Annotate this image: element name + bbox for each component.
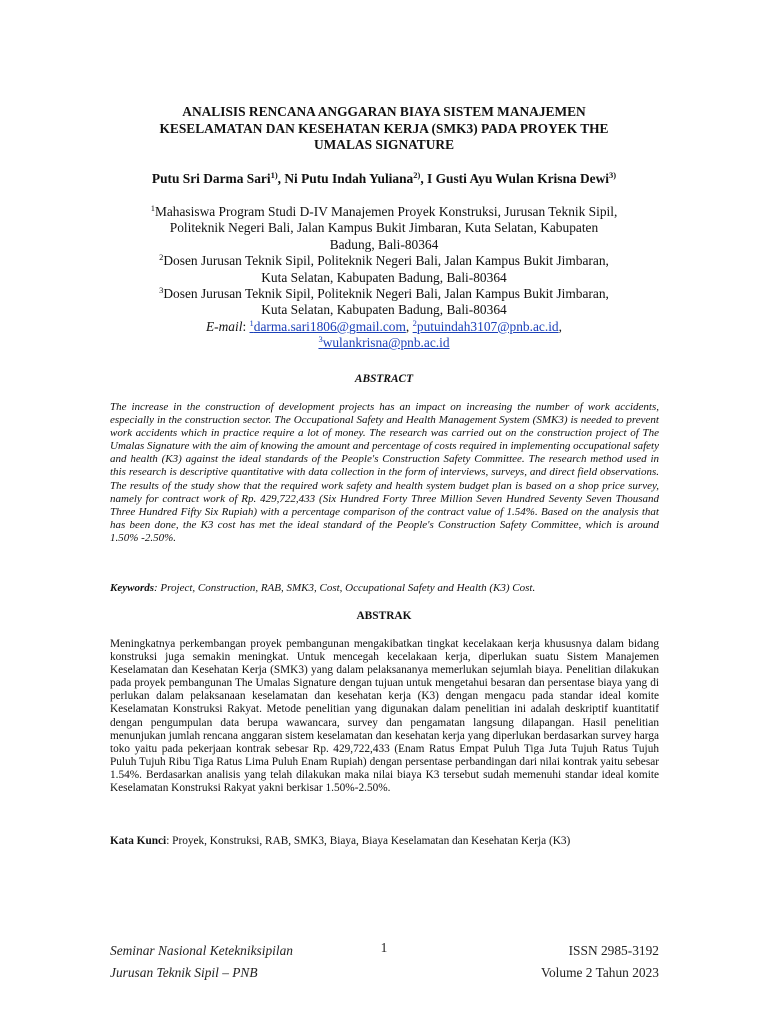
email-label: E-mail [205, 318, 243, 334]
abstrak-body: Meningkatnya perkembangan proyek pembangunan mengakibatkan tingkat kecelakaan kerja khususnya dalam bidang konstruksi juga semakin meningkat. Untuk mencegah kecelakaan kerja, diperlukan suatu Sistem Manajemen Keselamatan dan Kesehatan Kerja (SMK3) yang dalam pelaksananya memerlukan sejumlah biaya. Penelitian dilakukan pada proyek pembangunan The Umalas Signature dengan tujuan untuk mengetahui besaran dan persentase biaya yang di perlukan dalam pelaksanaan keselamatan dan kesehatan kerja (K3) dengan mengacu pada standar ideal komite Keselamatan Konstruksi Rakyat. Metode penelitian yang digunakan dalam penelitian ini adalah deskriptif kuantitatif dengan pengumpulan data berupa wawancara, survey dan pengamatan langsung dilapangan. Hasil penelitian menunjukan jumlah rencana anggaran sistem keselamatan dan kesehatan kerja yang diperlukan berdasarkan survey harga toko yaitu pada pekerjaan kontrak sebesar Rp. 429,722,433 (Enam Ratus Empat Puluh Tiga Juta Tujuh Ratus Tujuh Puluh Tujuh Ribu Tiga Ratus Lima Puluh Enam Rupiah) dengan persentase perbandingan dari nilai kontrak yaitu sebesar 1.54%. Berdasarkan analisis yang telah dilakukan maka nilai biaya K3 tersebut sudah memenuhi standar ideal komite Keselamatan Konstruksi Rakyat yakni berkisar 1.50%-2.50%. [110, 638, 659, 795]
footer-volume: Volume 2 Tahun 2023 [541, 965, 659, 980]
kata-kunci-label: Kata Kunci [110, 835, 167, 847]
affiliation-mark: 3 [159, 285, 164, 296]
author-name: I Gusti Ayu Wulan Krisna Dewi [427, 171, 609, 186]
email-line [90, 319, 678, 335]
affiliation-mark: 1 [150, 203, 155, 213]
footer-issn: ISSN 2985-3192 [568, 943, 659, 958]
affiliations [90, 204, 678, 352]
kata-kunci-text: Proyek, Konstruksi, RAB, SMK3, Biaya, Biaya Keselamatan dan Kesehatan Kerja (K3) [172, 835, 571, 847]
kata-kunci-colon: : [166, 835, 173, 847]
footer-seminar-name: Seminar Nasional Ketekniksipilan [110, 943, 293, 958]
affiliation-text: Mahasiswa Program Studi D-IV Manajemen Proyek Konstruksi, Jurusan Teknik Sipil, [154, 204, 618, 219]
affiliation-line: Politeknik Negeri Bali, Jalan Kampus Bukit Jimbaran, Kuta Selatan, Kabupaten [169, 220, 599, 236]
title-line: KESELAMATAN DAN KESEHATAN KERJA (SMK3) PADA PROYEK THE [159, 120, 609, 136]
email-colon: : [242, 318, 250, 334]
affiliation-line [90, 286, 678, 302]
paper-title [100, 104, 668, 154]
affiliation-line [90, 204, 678, 220]
footer-right [541, 940, 659, 984]
affiliation-line: Kuta Selatan, Kabupaten Badung, Bali-80364 [261, 302, 507, 318]
author-name: Putu Sri Darma Sari [151, 171, 271, 186]
affiliation-line: Badung, Bali-80364 [329, 236, 439, 252]
author-affiliation-mark: 3) [608, 170, 617, 180]
email-mark: 3 [318, 334, 323, 345]
email-link-1[interactable] [250, 319, 406, 334]
email-line [90, 335, 678, 351]
keywords-line [110, 582, 659, 595]
author-affiliation-mark: 1) [270, 170, 278, 180]
email-mark: 1 [249, 317, 254, 328]
abstrak-heading: ABSTRAK [356, 610, 412, 622]
author-affiliation-mark: 2) [413, 170, 421, 180]
author-separator: , [420, 171, 428, 186]
author-name: Ni Putu Indah Yuliana [284, 171, 414, 186]
author-list [60, 171, 708, 187]
email-separator: , [558, 318, 562, 334]
footer-left [110, 940, 293, 984]
keywords-text: Project, Construction, RAB, SMK3, Cost, Occupational Safety and Health (K3) Cost. [160, 582, 536, 594]
title-line: ANALISIS RENCANA ANGGARAN BIAYA SISTEM MANAJEMEN [182, 104, 586, 119]
affiliation-mark: 2 [159, 252, 164, 263]
affiliation-text: Dosen Jurusan Teknik Sipil, Politeknik Negeri Bali, Jalan Kampus Bukit Jimbaran, [163, 286, 609, 302]
email-separator: , [405, 318, 413, 334]
abstract-body: The increase in the construction of development projects has an impact on increasing the number of work accidents, especially in the construction sector. The Occupational Safety and Health Management System (SMK3) is needed to prevent work accidents which in practice require a lot of money. The research was carried out on the construction project of The Umalas Signature with the aim of knowing the amount and percentage of costs required in implementing occupational safety and health (K3) against the ideal standards of the People's Construction Safety Committee. The research method used in this research is descriptive quantitative with data collection in the form of interviews, surveys, and direct field observations. The results of the study show that the required work safety and health system budget plan is based on a shop price survey, namely for contract work of Rp. 429,722,433 (Six Hundred Forty Three Million Seven Hundred Seventy Seven Thousand Three Hundred Fifty Six Rupiah) with a percentage comparison of the contract value of 1.54%. Based on the analysis that has been done, the K3 cost has met the ideal standard of the People's Construction Safety Committee, which is around 1.50% -2.50%. [110, 401, 659, 544]
keywords-colon: : [154, 582, 161, 594]
affiliation-line: Kuta Selatan, Kabupaten Badung, Bali-80364 [261, 269, 507, 285]
email-address: wulankrisna@pnb.ac.id [322, 335, 450, 351]
keywords-label: Keywords [110, 582, 154, 594]
affiliation-line [90, 253, 678, 269]
kata-kunci-line [110, 835, 659, 848]
email-link-2[interactable] [413, 319, 559, 334]
page-number: 1 [380, 940, 388, 955]
email-address: darma.sari1806@gmail.com [253, 318, 406, 334]
title-line: UMALAS SIGNATURE [314, 137, 454, 152]
email-mark: 2 [412, 317, 417, 328]
email-address: putuindah3107@pnb.ac.id [416, 318, 559, 334]
email-link-3[interactable] [318, 335, 449, 350]
abstract-heading: ABSTRACT [354, 373, 414, 385]
footer-department: Jurusan Teknik Sipil – PNB [110, 965, 258, 980]
affiliation-text: Dosen Jurusan Teknik Sipil, Politeknik Negeri Bali, Jalan Kampus Bukit Jimbaran, [163, 253, 609, 269]
author-separator: , [277, 171, 285, 186]
